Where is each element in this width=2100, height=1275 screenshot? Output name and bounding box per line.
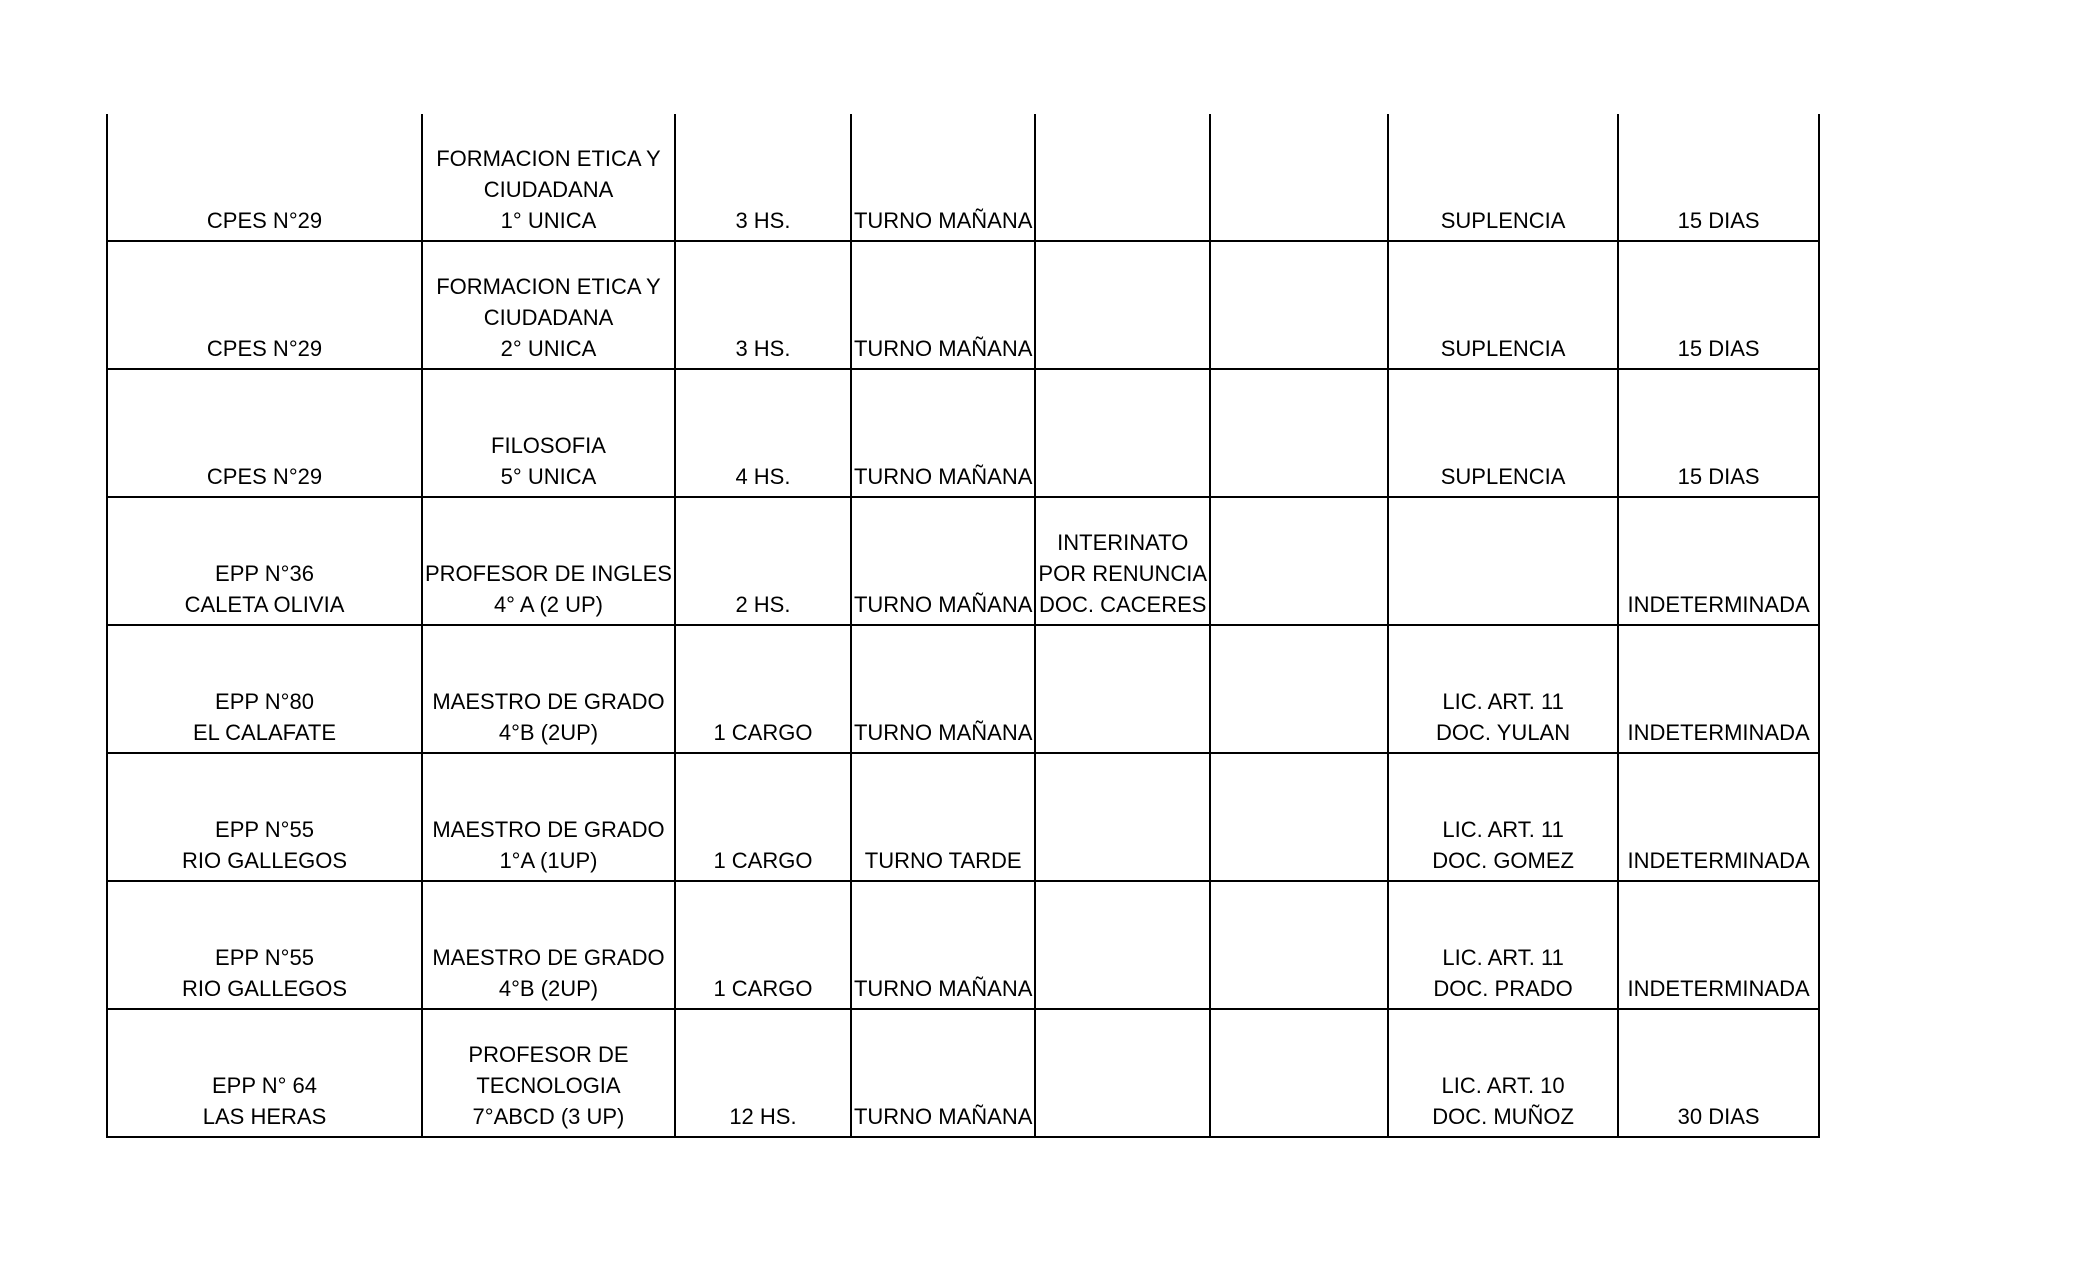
cell-load-text: 12 HS. <box>729 1104 797 1129</box>
cell-reason <box>1388 753 1618 881</box>
cell-reason <box>1388 1009 1618 1137</box>
table-row <box>107 1009 1819 1137</box>
cell-subject-line: 1°A (1UP) <box>499 848 598 873</box>
cell-subject-line: FORMACION ETICA Y <box>436 146 661 171</box>
cell-load-text: 1 CARGO <box>713 848 813 873</box>
cell-shift <box>851 369 1035 497</box>
cell-shift <box>851 241 1035 369</box>
cell-shift-text: TURNO MAÑANA <box>853 592 1033 617</box>
cell-type <box>1035 369 1210 497</box>
cell-subject-line: 2° UNICA <box>500 336 597 361</box>
cell-load-text: 3 HS. <box>735 336 791 361</box>
cell-reason-line: DOC. PRADO <box>1433 976 1573 1001</box>
cell-duration <box>1618 753 1819 881</box>
cell-type <box>1035 881 1210 1009</box>
cell-shift-text: TURNO MAÑANA <box>853 720 1033 745</box>
cell-reason-line: SUPLENCIA <box>1440 208 1566 233</box>
cell-load-text: 2 HS. <box>735 592 791 617</box>
cell-load <box>675 114 851 241</box>
cell-school <box>107 1009 422 1137</box>
cell-type <box>1035 241 1210 369</box>
table-row <box>107 497 1819 625</box>
cell-shift <box>851 881 1035 1009</box>
cell-subject-line: TECNOLOGIA <box>476 1073 621 1098</box>
cell-subject <box>422 625 675 753</box>
cell-school-line: CPES N°29 <box>206 464 323 489</box>
cell-school <box>107 497 422 625</box>
cell-load-text: 4 HS. <box>735 464 791 489</box>
cell-shift-text: TURNO MAÑANA <box>853 976 1033 1001</box>
table-row <box>107 881 1819 1009</box>
cell-school-line: EPP N°55 <box>215 817 314 842</box>
cell-duration-text: INDETERMINADA <box>1627 592 1810 617</box>
cell-subject-line: MAESTRO DE GRADO <box>432 689 665 714</box>
cell-load <box>675 369 851 497</box>
cell-shift <box>851 753 1035 881</box>
cell-school <box>107 753 422 881</box>
cell-subject-line: PROFESOR DE <box>468 1042 629 1067</box>
cell-extra <box>1210 1009 1388 1137</box>
cell-load-text: 3 HS. <box>735 208 791 233</box>
cell-type <box>1035 625 1210 753</box>
cell-duration-text: 15 DIAS <box>1677 208 1760 233</box>
cell-type <box>1035 497 1210 625</box>
cell-load-text: 1 CARGO <box>713 976 813 1001</box>
cell-type-line: POR RENUNCIA <box>1038 561 1208 586</box>
cell-subject-line: 5° UNICA <box>500 464 597 489</box>
cell-school <box>107 114 422 241</box>
cell-load <box>675 241 851 369</box>
cell-duration-text: 15 DIAS <box>1677 464 1760 489</box>
cell-duration <box>1618 497 1819 625</box>
cell-subject-line: FORMACION ETICA Y <box>436 274 661 299</box>
cell-shift <box>851 625 1035 753</box>
cell-subject-line: MAESTRO DE GRADO <box>432 817 665 842</box>
cell-extra <box>1210 369 1388 497</box>
cell-duration-text: INDETERMINADA <box>1627 848 1810 873</box>
cell-type-line: INTERINATO <box>1057 530 1189 555</box>
cell-extra <box>1210 241 1388 369</box>
cell-reason <box>1388 241 1618 369</box>
cell-extra <box>1210 625 1388 753</box>
cell-reason-line: DOC. YULAN <box>1436 720 1571 745</box>
cell-subject-line: 4°B (2UP) <box>498 976 599 1001</box>
cell-reason-line: SUPLENCIA <box>1440 336 1566 361</box>
cell-subject-line: 4° A (2 UP) <box>493 592 604 617</box>
cell-reason-line: DOC. GOMEZ <box>1432 848 1574 873</box>
cell-extra <box>1210 114 1388 241</box>
cell-subject <box>422 114 675 241</box>
cell-school-line: EL CALAFATE <box>192 720 337 745</box>
cell-shift-text: TURNO MAÑANA <box>853 464 1033 489</box>
cell-reason-line: LIC. ART. 11 <box>1442 817 1564 842</box>
cell-subject-line: 7°ABCD (3 UP) <box>472 1104 625 1129</box>
cell-type <box>1035 753 1210 881</box>
cell-subject-line: PROFESOR DE INGLES <box>425 561 672 586</box>
table-row <box>107 114 1819 241</box>
cell-duration <box>1618 881 1819 1009</box>
cell-school-line: EPP N°36 <box>215 561 314 586</box>
cell-school-line: CALETA OLIVIA <box>184 592 345 617</box>
table-row <box>107 241 1819 369</box>
cell-load <box>675 881 851 1009</box>
cell-extra <box>1210 753 1388 881</box>
cell-reason <box>1388 881 1618 1009</box>
cell-school <box>107 241 422 369</box>
table-row <box>107 625 1819 753</box>
cell-duration <box>1618 369 1819 497</box>
cell-school <box>107 625 422 753</box>
cell-school <box>107 369 422 497</box>
cell-shift-text: TURNO MAÑANA <box>853 208 1033 233</box>
cell-reason-line: SUPLENCIA <box>1440 464 1566 489</box>
cell-subject <box>422 1009 675 1137</box>
cell-shift-text: TURNO TARDE <box>864 848 1022 873</box>
cell-duration <box>1618 114 1819 241</box>
cell-load <box>675 497 851 625</box>
cell-shift <box>851 114 1035 241</box>
cell-type-line: DOC. CACERES <box>1039 592 1207 617</box>
cell-type <box>1035 1009 1210 1137</box>
table-body <box>107 114 1819 1137</box>
cell-reason-line: LIC. ART. 10 <box>1441 1073 1565 1098</box>
cell-school <box>107 881 422 1009</box>
cell-subject-line: 4°B (2UP) <box>498 720 599 745</box>
cell-type <box>1035 114 1210 241</box>
cell-duration <box>1618 1009 1819 1137</box>
cell-extra <box>1210 881 1388 1009</box>
cell-shift-text: TURNO MAÑANA <box>853 1104 1033 1129</box>
cell-subject-line: MAESTRO DE GRADO <box>432 945 665 970</box>
cell-duration-text: INDETERMINADA <box>1627 976 1810 1001</box>
cell-subject <box>422 241 675 369</box>
cell-subject-line: CIUDADANA <box>483 177 614 202</box>
cell-reason-line: LIC. ART. 11 <box>1442 689 1564 714</box>
cell-school-line: EPP N°80 <box>215 689 314 714</box>
table-row <box>107 753 1819 881</box>
cell-duration <box>1618 241 1819 369</box>
cell-school-line: LAS HERAS <box>202 1104 327 1129</box>
cell-load-text: 1 CARGO <box>713 720 813 745</box>
cell-duration-text: 30 DIAS <box>1677 1104 1760 1129</box>
cell-school-line: EPP N° 64 <box>211 1073 317 1098</box>
cell-school-line: EPP N°55 <box>215 945 314 970</box>
cell-reason <box>1388 497 1618 625</box>
cell-subject <box>422 753 675 881</box>
cell-reason-line: LIC. ART. 11 <box>1442 945 1564 970</box>
vacancy-table <box>106 114 1820 1138</box>
cell-shift <box>851 1009 1035 1137</box>
cell-subject <box>422 369 675 497</box>
cell-extra <box>1210 497 1388 625</box>
cell-subject-line: CIUDADANA <box>483 305 614 330</box>
cell-shift-text: TURNO MAÑANA <box>853 336 1033 361</box>
cell-school-line: CPES N°29 <box>206 208 323 233</box>
cell-load <box>675 1009 851 1137</box>
cell-school-line: CPES N°29 <box>206 336 323 361</box>
cell-subject <box>422 497 675 625</box>
cell-school-line: RIO GALLEGOS <box>181 976 348 1001</box>
cell-load <box>675 625 851 753</box>
cell-reason <box>1388 625 1618 753</box>
cell-school-line: RIO GALLEGOS <box>181 848 348 873</box>
cell-load <box>675 753 851 881</box>
cell-duration-text: INDETERMINADA <box>1627 720 1810 745</box>
cell-subject <box>422 881 675 1009</box>
cell-duration <box>1618 625 1819 753</box>
cell-reason-line: DOC. MUÑOZ <box>1432 1104 1574 1129</box>
cell-reason <box>1388 114 1618 241</box>
cell-subject-line: 1° UNICA <box>500 208 597 233</box>
cell-reason <box>1388 369 1618 497</box>
cell-subject-line: FILOSOFIA <box>491 433 606 458</box>
cell-shift <box>851 497 1035 625</box>
table-row <box>107 369 1819 497</box>
cell-duration-text: 15 DIAS <box>1677 336 1760 361</box>
